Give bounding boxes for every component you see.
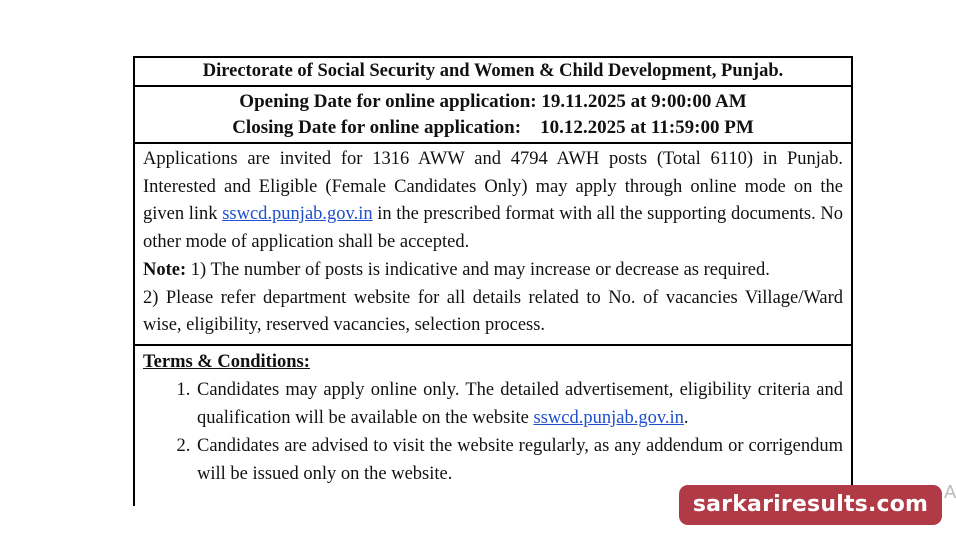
notice-document — [133, 56, 853, 506]
note-1: 1) The number of posts is indicative and may increase or decrease as required. — [186, 259, 770, 280]
intro-text-2: in the prescribed format with all the supporting documents. No other mode of application shall be accepted. — [143, 204, 843, 253]
portal-link[interactable]: sswcd.punjab.gov.in — [222, 204, 373, 225]
note-label: Note: — [143, 259, 187, 280]
terms-portal-link[interactable]: sswcd.punjab.gov.in — [533, 407, 684, 428]
opening-date: Opening Date for online application: 19.11.2025 at 9:00:00 AM — [239, 91, 747, 112]
terms-item-1-text: Candidates may apply online only. The detailed advertisement, eligibility criteria and qualification will be available on the website — [197, 379, 843, 428]
notice-body — [135, 144, 851, 346]
note-2: 2) Please refer department website for all details related to No. of vacancies Village/Ward wise, eligibility, reserved vacancies, selection process. — [143, 287, 843, 336]
intro-text-1: Applications are invited for 1316 AWW and 4794 AWH posts (Total 6110) in Punjab. Interested and Eligible (Female Candidates Only) may apply through online mode on the given link — [143, 149, 843, 225]
intro-paragraph — [143, 146, 843, 257]
edge-letter: A — [944, 482, 956, 503]
closing-date: Closing Date for online application: 10.12.2025 at 11:59:00 PM — [232, 117, 754, 138]
dates-block — [135, 87, 851, 144]
watermark-badge: sarkariresults.com — [679, 485, 942, 525]
terms-list — [143, 376, 843, 488]
terms-item-1 — [195, 376, 843, 432]
terms-heading: Terms & Conditions: — [143, 351, 310, 372]
notice-title: Directorate of Social Security and Women & Child Development, Punjab. — [135, 58, 851, 87]
terms-item-2: 2. Candidates are advised to visit the website regularly, as any addendum or corrigendum will be issued only on the website. — [195, 432, 843, 488]
terms-section — [135, 346, 851, 506]
note-paragraph — [143, 257, 843, 285]
terms-item-1-end: . — [683, 407, 689, 428]
